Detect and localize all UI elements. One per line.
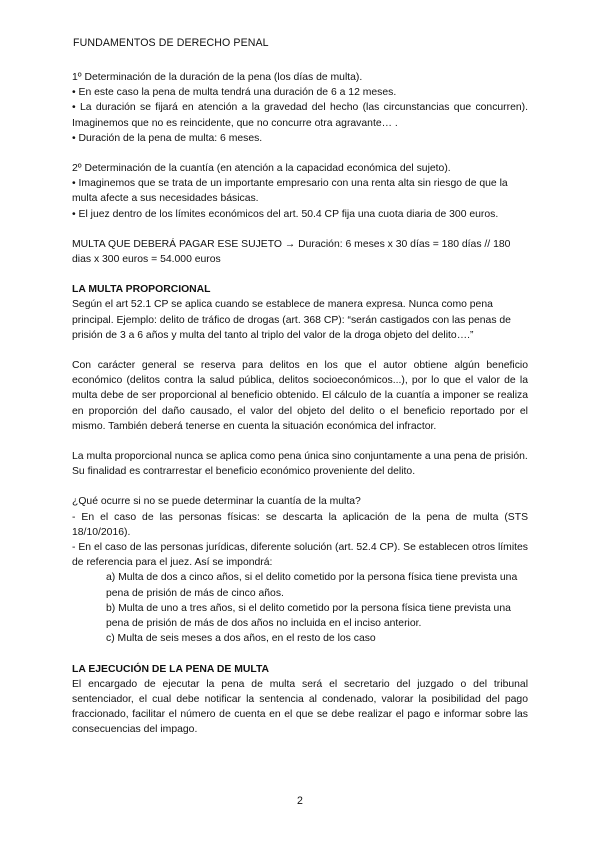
page-number: 2 bbox=[297, 795, 303, 807]
section-1-title: 1º Determinación de la duración de la pena (los días de multa). bbox=[72, 72, 363, 83]
heading-ejecucion: LA EJECUCIÓN DE LA PENA DE MULTA bbox=[72, 663, 270, 675]
section-2-bullet-2: • El juez dentro de los límites económicos del art. 50.4 CP fija una cuota diaria de 300 euros. bbox=[72, 208, 499, 220]
multa-total-line: MULTA QUE DEBERÁ PAGAR ESE SUJETO → Duración: 6 meses x 30 días = 180 días // 180 dias x 300 euros = 54.000 euros bbox=[72, 238, 511, 266]
proporcional-item-a: a) Multa de dos a cinco años, si el delito cometido por la persona física tiene prevista una pena de prisión de más de cinco años. bbox=[106, 572, 518, 599]
proporcional-paragraph-1: Según el art 52.1 CP se aplica cuando se establece de manera expresa. Nunca como pena principal. Ejemplo: delito de tráfico de drogas (art. 368 CP): “serán castigados con las penas de prisión de 3 a 6 años y multa del tanto al triplo del valor de la droga objeto del delito….” bbox=[72, 299, 511, 341]
proporcional-answer-juridicas: - En el caso de las personas jurídicas, diferente solución (art. 52.4 CP). Se establecen otros límites de referencia para el juez. Así se impondrá: bbox=[72, 542, 528, 569]
ejecucion-paragraph: El encargado de ejecutar la pena de multa será el secretario del juzgado o del tribunal sentenciador, el cual debe notificar la sentencia al condenado, valorar la posibilidad del pago fraccionado, facilitar el número de cuenta en el que se debe realizar el pago e informar sobre las consecuencias del impago. bbox=[72, 678, 528, 736]
proporcional-question: ¿Qué ocurre si no se puede determinar la cuantía de la multa? bbox=[72, 496, 361, 508]
section-2-bullet-1: • Imaginemos que se trata de un importante empresario con una renta alta sin riesgo de que la multa afecte a sus necesidades básicas. bbox=[72, 178, 508, 205]
section-1-bullet-1: • En este caso la pena de multa tendrá una duración de 6 a 12 meses. bbox=[72, 87, 397, 99]
proporcional-item-b: b) Multa de uno a tres años, si el delito cometido por la persona física tiene prevista una pena de prisión de más de dos años no incluida en el inciso anterior. bbox=[106, 602, 511, 630]
proporcional-paragraph-2: Con carácter general se reserva para delitos en los que el autor obtiene algún beneficio económico (delitos contra la salud pública, delitos socioeconómicos...), por lo que el valor de la multa debe de ser proporcional al beneficio obtenido. El cálculo de la cuantía a imponer se realiza en proporción del daño causado, el valor del objeto del delito o el beneficio reportado por el mismo. También deberá tenerse en cuenta la situación económica del infractor. bbox=[72, 360, 528, 432]
proporcional-item-c: c) Multa de seis meses a dos años, en el resto de los caso bbox=[106, 633, 376, 645]
section-1-bullet-2: • La duración se fijará en atención a la gravedad del hecho (las circunstancias que concurren). Imaginemos que no es reincidente, que no concurre otra agravante… . bbox=[72, 102, 528, 129]
proporcional-answer-fisicas: - En el caso de las personas físicas: se descarta la aplicación de la pena de multa (STS 18/10/2016). bbox=[72, 511, 528, 538]
proporcional-paragraph-3: La multa proporcional nunca se aplica como pena única sino conjuntamente a una pena de prisión. Su finalidad es contrarrestar el beneficio económico proveniente del delito. bbox=[72, 451, 528, 478]
heading-multa-proporcional: LA MULTA PROPORCIONAL bbox=[72, 284, 211, 296]
section-1-bullet-3: • Duración de la pena de multa: 6 meses. bbox=[72, 132, 263, 144]
section-2-title: 2º Determinación de la cuantía (en atención a la capacidad económica del sujeto). bbox=[72, 163, 451, 175]
page-content bbox=[72, 70, 528, 738]
page-header: FUNDAMENTOS DE DERECHO PENAL bbox=[73, 37, 269, 49]
